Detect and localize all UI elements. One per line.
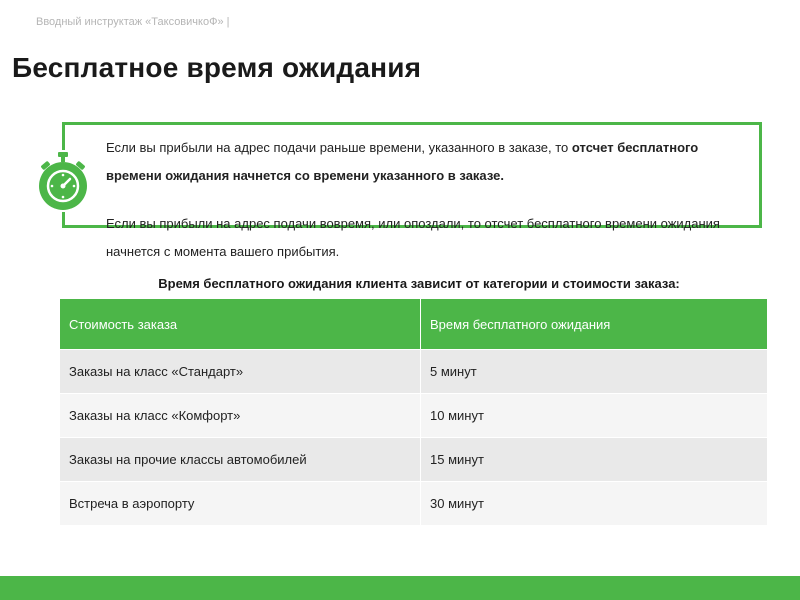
wait-time-cell: 10 минут <box>421 394 768 438</box>
footer-bar <box>0 576 800 600</box>
table-row <box>60 438 768 482</box>
table-row <box>60 350 768 394</box>
page-title: Бесплатное время ожидания <box>12 52 422 83</box>
info-p1-normal: Если вы прибыли на адрес подачи раньше времени, указанного в заказе, то <box>106 140 572 155</box>
stopwatch-icon <box>35 150 91 212</box>
info-paragraph-2: Если вы прибыли на адрес подачи вовремя, или опоздали, то отсчет бесплатного времени ожидания начнется с момента вашего прибытия. <box>106 216 720 259</box>
table-header-row <box>60 299 768 350</box>
wait-time-cell: 30 минут <box>421 482 768 526</box>
order-class-cell: Заказы на прочие классы автомобилей <box>60 438 421 482</box>
info-paragraph-1 <box>106 134 726 190</box>
breadcrumb: Вводный инструктаж «ТаксовичкоФ» | <box>36 16 230 28</box>
info-p1-bold: отсчет бесплатного времени ожидания начнется со времени указанного в заказе. <box>106 140 699 183</box>
table-row <box>60 394 768 438</box>
wait-time-cell: 15 минут <box>421 438 768 482</box>
info-text <box>106 134 726 266</box>
order-class-cell: Встреча в аэропорту <box>60 482 421 526</box>
header-order-cost: Стоимость заказа <box>60 299 421 350</box>
table-caption: Время бесплатного ожидания клиента зависит от категории и стоимости заказа: <box>158 276 680 291</box>
order-class-cell: Заказы на класс «Комфорт» <box>60 394 421 438</box>
order-class-cell: Заказы на класс «Стандарт» <box>60 350 421 394</box>
wait-time-cell: 5 минут <box>421 350 768 394</box>
waiting-time-table <box>60 299 768 525</box>
header-free-wait-time: Время бесплатного ожидания <box>421 299 768 350</box>
table-row <box>60 482 768 526</box>
